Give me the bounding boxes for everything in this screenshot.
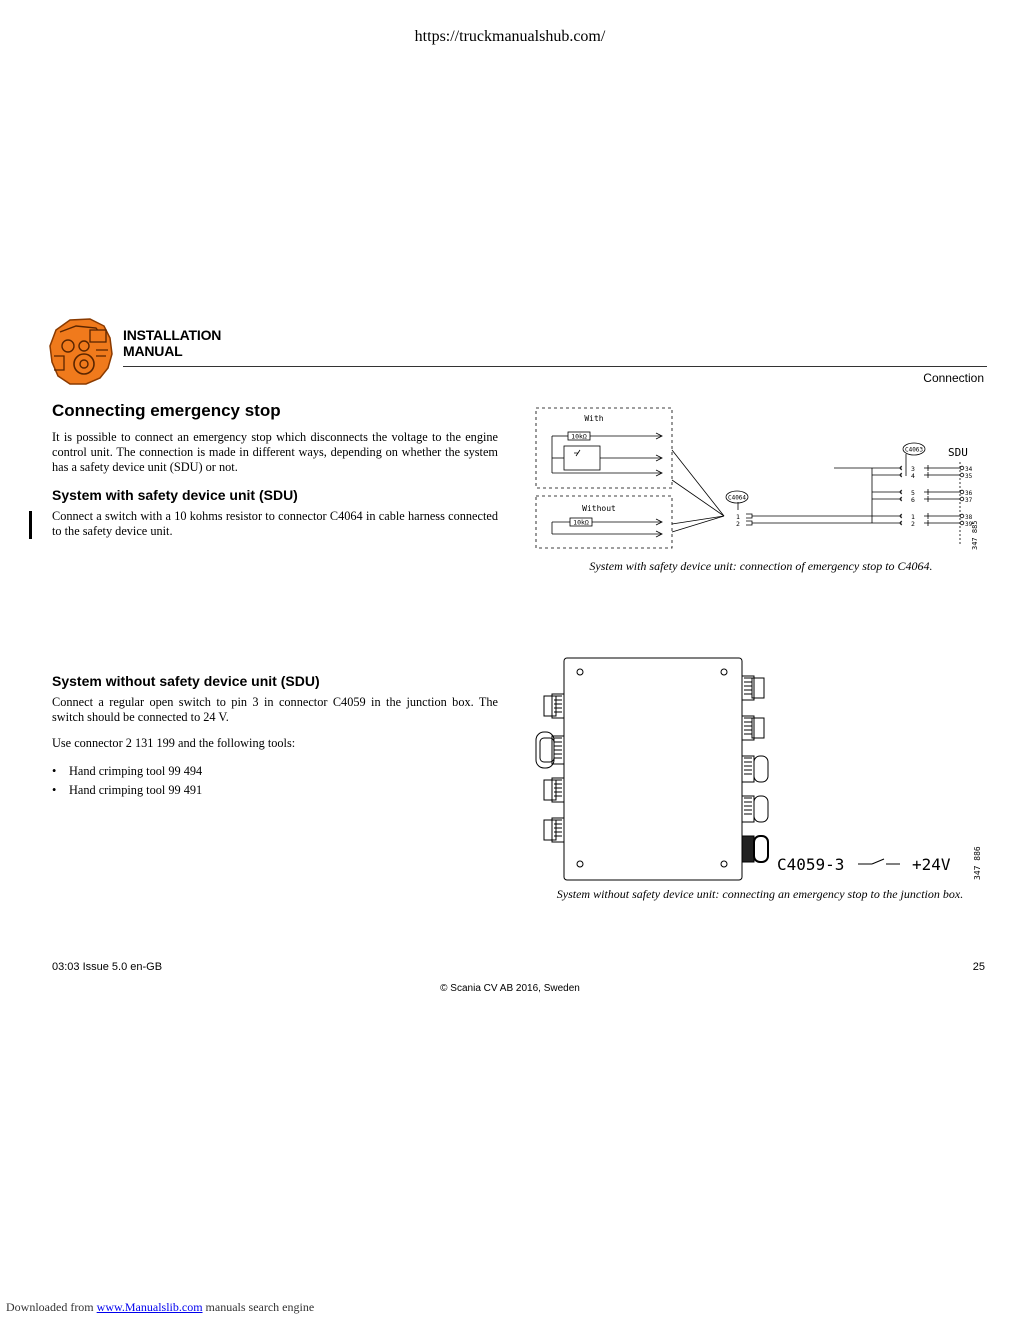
sdu-wiring-diagram <box>534 406 986 552</box>
pin-label: 6 <box>911 496 915 504</box>
header-rule <box>123 366 987 367</box>
sdu-label: SDU <box>948 446 968 459</box>
page-number: 25 <box>972 961 985 973</box>
without-sdu-paragraph: Connect a regular open switch to pin 3 in connector C4059 in the junction box. The switch should be connected to 24 V. <box>52 695 498 724</box>
without-sdu-heading: System without safety device unit (SDU) <box>52 673 320 689</box>
tools-list <box>52 762 202 800</box>
junction-box-diagram <box>528 652 988 884</box>
change-bar <box>29 511 32 539</box>
pin-label: 2 <box>736 520 740 528</box>
pin-label: 5 <box>911 489 915 497</box>
pin-label: 39 <box>965 521 973 528</box>
pin-label: 38 <box>965 514 973 521</box>
c4063-label: C4063 <box>904 446 924 454</box>
list-item: • Hand crimping tool 99 491 <box>52 783 203 797</box>
pin-label: 36 <box>965 490 973 497</box>
copyright: © Scania CV AB 2016, Sweden <box>440 983 580 994</box>
pin-label: 35 <box>965 473 973 480</box>
pin-label: 2 <box>911 520 915 528</box>
pin-label: 37 <box>965 497 973 504</box>
c4064-label: C4064 <box>727 494 747 502</box>
pin-label: 4 <box>911 472 915 480</box>
c4059-label: C4059-3 <box>777 855 845 874</box>
page-title: Connecting emergency stop <box>52 401 281 420</box>
pin-label: 1 <box>911 513 915 521</box>
resistor-label: 10kΩ <box>571 432 587 441</box>
pin-label: 3 <box>911 465 915 473</box>
brand-line2: MANUAL <box>123 343 183 359</box>
section-label: Connection <box>923 371 984 385</box>
engine-logo <box>46 316 118 388</box>
manualslib-link[interactable]: www.Manualslib.com <box>96 1300 203 1314</box>
figure-ref: 347 886 <box>973 846 982 880</box>
resistor-label: 10kΩ <box>573 518 589 527</box>
footer-issue: 03:03 Issue 5.0 en-GB <box>52 961 163 973</box>
without-label: Without <box>582 504 616 513</box>
figure-ref: 347 885 <box>971 520 979 550</box>
pin-label: 1 <box>736 513 740 521</box>
manual-brand <box>123 327 221 359</box>
connector-paragraph: Use connector 2 131 199 and the following tools: <box>52 736 296 750</box>
figure2-caption: System without safety device unit: connecting an emergency stop to the junction box. <box>556 887 964 901</box>
source-url: https://truckmanualshub.com/ <box>414 28 606 45</box>
intro-paragraph: It is possible to connect an emergency stop which disconnects the voltage to the engine control unit. The connection is made in different ways, depending on whether the system has a safety device unit (SDU) or not. <box>52 430 498 474</box>
brand-line1: INSTALLATION <box>123 327 222 343</box>
with-sdu-paragraph: Connect a switch with a 10 kohms resistor to connector C4064 in cable harness connected to the safety device unit. <box>52 509 498 538</box>
download-notice: Downloaded from www.Manualslib.com manuals search engine <box>6 1300 315 1314</box>
figure1-caption: System with safety device unit: connection of emergency stop to C4064. <box>589 559 933 573</box>
with-sdu-heading: System with safety device unit (SDU) <box>52 487 298 503</box>
with-label: With <box>584 414 604 423</box>
pin-label: 34 <box>965 466 973 473</box>
list-item: • Hand crimping tool 99 494 <box>52 764 203 778</box>
voltage-label: +24V <box>912 855 951 874</box>
